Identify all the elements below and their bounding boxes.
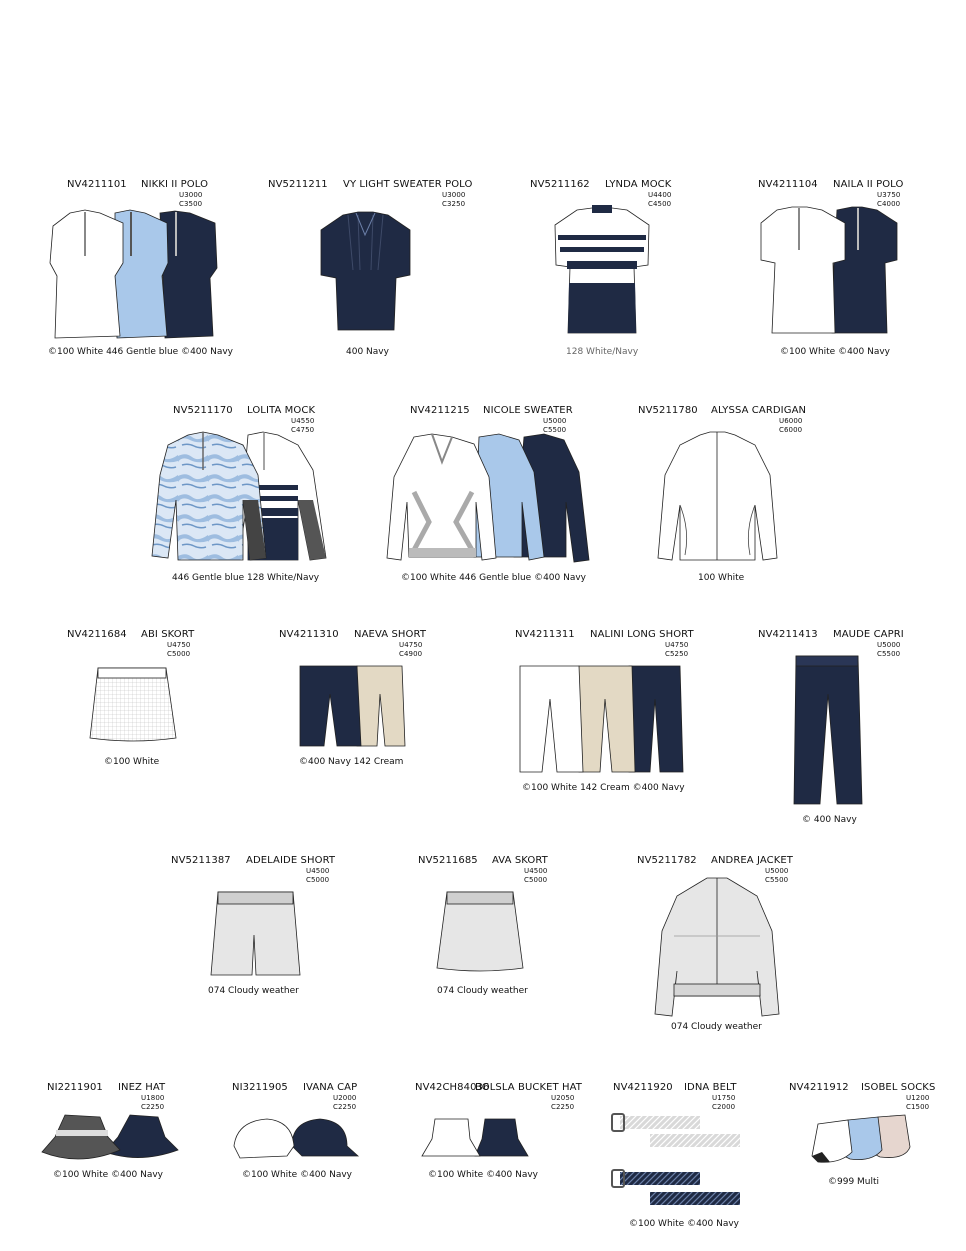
- product-name: LOLITA MOCK: [247, 405, 316, 416]
- product-name: ABI SKORT: [141, 629, 195, 640]
- price-u: U1750: [712, 1094, 736, 1102]
- color-list: ©400 Navy 142 Cream: [299, 757, 404, 767]
- price-c: C1500: [906, 1103, 930, 1111]
- jacket-icon: [652, 876, 782, 1021]
- color-list: ©100 White: [104, 757, 160, 767]
- elastic-short-icon: [208, 890, 303, 980]
- belt-icon: [610, 1112, 745, 1212]
- color-list: ©100 White 142 Cream ©400 Navy: [522, 783, 685, 793]
- product-name: MAUDE CAPRI: [833, 629, 904, 640]
- price-c: C4900: [399, 650, 423, 658]
- skort-icon: [88, 666, 178, 746]
- mock-shirt-icon: [552, 205, 652, 340]
- price-c: C5250: [665, 650, 689, 658]
- short-icon: [297, 664, 407, 750]
- price-u: U5000: [765, 867, 789, 875]
- price-c: C5500: [543, 426, 567, 434]
- color-list: ©100 White 446 Gentle blue ©400 Navy: [401, 573, 587, 583]
- product-code: NV42CH84036: [415, 1082, 490, 1093]
- price-c: C2000: [712, 1103, 736, 1111]
- price-u: U2000: [333, 1094, 357, 1102]
- product-name: ADELAIDE SHORT: [246, 855, 336, 866]
- price-c: C3250: [442, 200, 466, 208]
- product-name: INEZ HAT: [118, 1082, 166, 1093]
- product-code: NI3211905: [232, 1082, 288, 1093]
- product-name: ALYSSA CARDIGAN: [711, 405, 807, 416]
- cardigan-icon: [655, 430, 780, 565]
- product-code: NV5211685: [418, 855, 478, 866]
- product-code: NV5211780: [638, 405, 698, 416]
- price-c: C5000: [306, 876, 330, 884]
- price-u: U4500: [524, 867, 548, 875]
- color-list: 074 Cloudy weather: [671, 1022, 762, 1032]
- color-list: ©100 White 446 Gentle blue ©400 Navy: [48, 347, 234, 357]
- product-name: NALINI LONG SHORT: [590, 629, 694, 640]
- price-c: C5500: [765, 876, 789, 884]
- product-code: NV5211387: [171, 855, 231, 866]
- product-name: AVA SKORT: [492, 855, 548, 866]
- color-list: © 400 Navy: [802, 815, 857, 825]
- product-code: NV4211104: [758, 179, 818, 190]
- price-c: C4500: [648, 200, 672, 208]
- sweater-polo-icon: [318, 210, 413, 335]
- cap-icon: [232, 1116, 362, 1162]
- color-list: ©100 White ©400 Navy: [53, 1170, 164, 1180]
- color-list: 100 White: [698, 573, 745, 583]
- product-code: NI2211901: [47, 1082, 103, 1093]
- price-c: C3500: [179, 200, 203, 208]
- color-list: 074 Cloudy weather: [437, 986, 528, 996]
- price-c: C5000: [524, 876, 548, 884]
- price-u: U3000: [179, 191, 203, 199]
- price-c: C2250: [141, 1103, 165, 1111]
- price-c: C2250: [333, 1103, 357, 1111]
- product-name: NAILA II POLO: [833, 179, 904, 190]
- polo-sleeveless-icon: [45, 208, 220, 343]
- product-name: NICOLE SWEATER: [483, 405, 573, 416]
- color-list: ©100 White ©400 Navy: [780, 347, 891, 357]
- product-code: NV4211311: [515, 629, 575, 640]
- product-code: NV5211170: [173, 405, 233, 416]
- price-c: C6000: [779, 426, 803, 434]
- price-c: C5500: [877, 650, 901, 658]
- product-code: NV4211920: [613, 1082, 673, 1093]
- price-u: U1200: [906, 1094, 930, 1102]
- price-u: U4500: [306, 867, 330, 875]
- color-list: 446 Gentle blue 128 White/Navy: [172, 573, 320, 583]
- color-list: 128 White/Navy: [566, 347, 639, 357]
- product-code: NV5211782: [637, 855, 697, 866]
- hat-icon: [40, 1112, 180, 1164]
- price-c: C2250: [551, 1103, 575, 1111]
- color-list: 074 Cloudy weather: [208, 986, 299, 996]
- color-list: ©100 White ©400 Navy: [242, 1170, 353, 1180]
- product-code: NV4211215: [410, 405, 470, 416]
- product-name: ISOBEL SOCKS: [861, 1082, 936, 1093]
- price-u: U4750: [665, 641, 689, 649]
- product-code: NV4211310: [279, 629, 339, 640]
- price-u: U6000: [779, 417, 803, 425]
- product-code: NV5211211: [268, 179, 328, 190]
- price-u: U5000: [877, 641, 901, 649]
- long-sleeve-mock-icon: [148, 430, 333, 565]
- product-name: IVANA CAP: [303, 1082, 358, 1093]
- product-code: NV4211684: [67, 629, 127, 640]
- price-u: U1800: [141, 1094, 165, 1102]
- color-list: ©999 Multi: [828, 1177, 880, 1187]
- price-u: U3000: [442, 191, 466, 199]
- bucket-hat-icon: [420, 1114, 530, 1162]
- product-name: LYNDA MOCK: [605, 179, 672, 190]
- socks-icon: [810, 1112, 915, 1167]
- product-name: NAEVA SHORT: [354, 629, 427, 640]
- price-c: C4000: [877, 200, 901, 208]
- price-c: C5000: [167, 650, 191, 658]
- product-code: NV4211912: [789, 1082, 849, 1093]
- elastic-skort-icon: [435, 890, 525, 975]
- color-list: 400 Navy: [346, 347, 389, 357]
- color-list: ©100 White ©400 Navy: [428, 1170, 539, 1180]
- long-short-icon: [517, 664, 687, 776]
- product-name: VY LIGHT SWEATER POLO: [343, 179, 473, 190]
- product-name: ANDREA JACKET: [711, 855, 794, 866]
- product-name: IDNA BELT: [684, 1082, 737, 1093]
- price-u: U3750: [877, 191, 901, 199]
- capri-icon: [790, 654, 865, 809]
- color-list: ©100 White ©400 Navy: [629, 1219, 740, 1229]
- price-c: C4750: [291, 426, 315, 434]
- price-u: U2050: [551, 1094, 575, 1102]
- price-u: U4400: [648, 191, 672, 199]
- product-code: NV5211162: [530, 179, 590, 190]
- product-code: NV4211413: [758, 629, 818, 640]
- v-neck-sweater-icon: [384, 432, 594, 567]
- product-code: NV4211101: [67, 179, 127, 190]
- price-u: U4750: [167, 641, 191, 649]
- price-u: U4750: [399, 641, 423, 649]
- price-u: U5000: [543, 417, 567, 425]
- polo-icon: [757, 205, 902, 340]
- price-u: U4550: [291, 417, 315, 425]
- product-name: BOLSLA BUCKET HAT: [475, 1082, 583, 1093]
- product-name: NIKKI II POLO: [141, 179, 209, 190]
